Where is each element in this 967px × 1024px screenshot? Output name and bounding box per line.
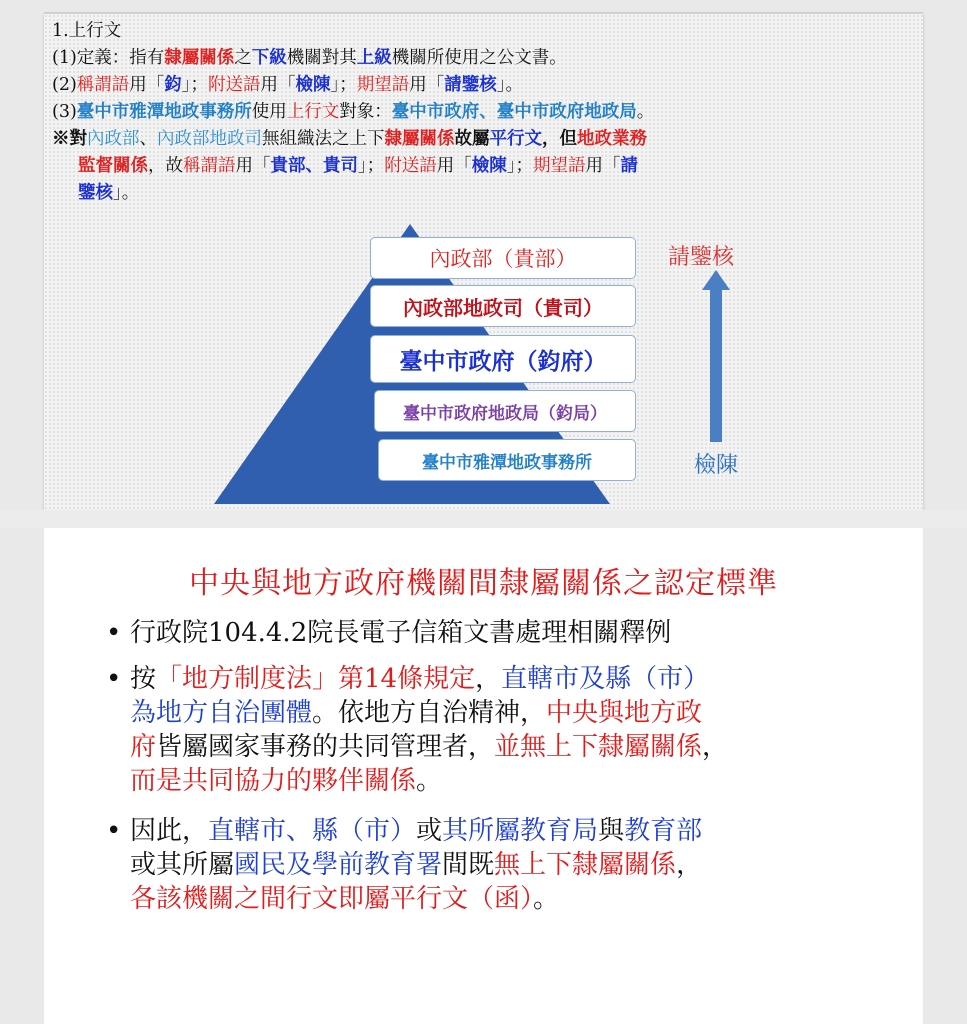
slide-divider — [0, 510, 967, 528]
heading: 1.上行文 — [52, 21, 122, 41]
level-city-land-bureau — [374, 390, 636, 432]
slide-subordination-standard — [44, 528, 923, 1024]
line-definition: (1)定義：指有隸屬關係之下級機關對其上級機關所使用之公文書。 — [52, 48, 567, 68]
up-arrow-icon — [702, 270, 730, 290]
level-city-gov — [370, 335, 636, 383]
level-city-gov-label: 臺中市政府（鈞府） — [399, 347, 607, 375]
bullet-dot-icon: • — [106, 618, 122, 648]
level-ministry-label: 內政部（貴部） — [429, 247, 577, 271]
bullet-dot-icon: • — [106, 816, 122, 846]
arrow-bottom-label: 檢陳 — [694, 453, 739, 478]
level-land-dept-label: 內政部地政司（貴司） — [403, 295, 603, 320]
line-terms: (2)稱謂語用「鈞」；附送語用「檢陳」；期望語用「請鑒核」。 — [52, 75, 524, 95]
line-note-cont: 監督關係，故稱謂語用「貴部、貴司」；附送語用「檢陳」；期望語用「請 — [78, 156, 638, 176]
level-land-dept — [370, 285, 636, 327]
bullet-dot-icon: • — [106, 664, 122, 694]
level-city-land-bureau-label: 臺中市政府地政局（鈞局） — [403, 403, 607, 424]
arrow-shaft — [710, 286, 722, 442]
slide-upward-document — [44, 12, 923, 510]
bullet-3: • 因此，直轄市、縣（市）或其所屬教育局與教育部 或其所屬國民及學前教育署間既無上下隸屬關係， 各該機關之間行文即屬平行文（函）。 — [106, 816, 703, 914]
level-land-office — [378, 439, 636, 481]
arrow-top-label: 請鑒核 — [668, 245, 735, 270]
bullet-1: • 行政院104.4.2院長電子信箱文書處理相關釋例 — [106, 618, 672, 648]
line-targets: (3)臺中市雅潭地政事務所使用上行文對象：臺中市政府、臺中市政府地政局。 — [52, 102, 655, 122]
line-note: ※對內政部、內政部地政司無組織法之上下隸屬關係故屬平行文，但地政業務 — [52, 129, 647, 149]
slide-title: 中央與地方政府機關間隸屬關係之認定標準 — [189, 566, 778, 601]
level-land-office-label: 臺中市雅潭地政事務所 — [422, 452, 592, 473]
line-note-end: 鑒核」。 — [78, 183, 140, 203]
level-ministry — [370, 237, 636, 279]
bullet-2: • 按「地方制度法」第14條規定，直轄市及縣（市） 為地方自治團體。依地方自治精神，中央與地方政 府皆屬國家事務的共同管理者，並無上下隸屬關係， 而是共同協力的夥伴關係。 — [106, 664, 729, 796]
